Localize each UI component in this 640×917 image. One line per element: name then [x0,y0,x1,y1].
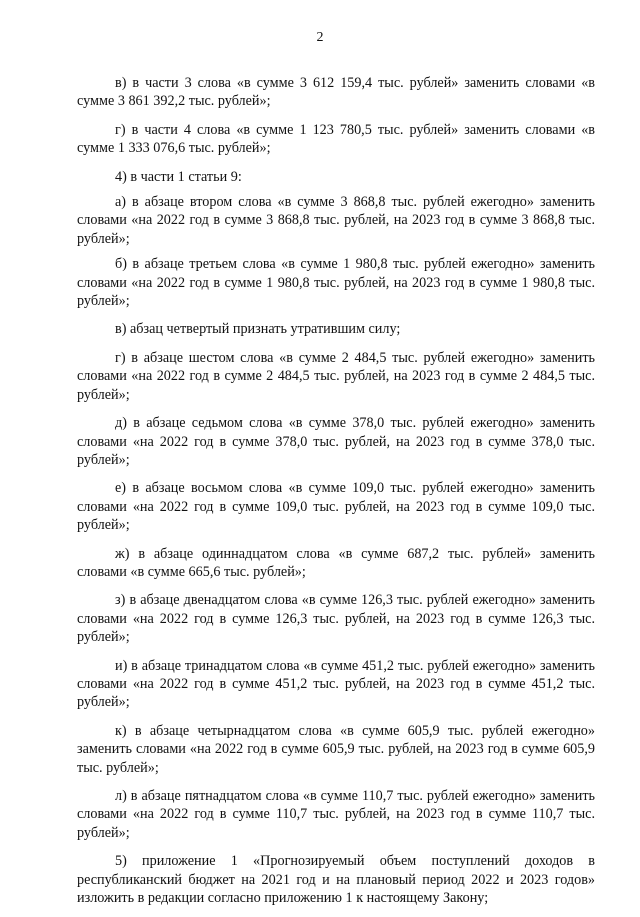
page-number: 2 [316,30,324,45]
paragraph-item-e: е) в абзаце восьмом слова «в сумме 109,0 тыс. рублей ежегодно» заменить словами «на 2022 год в сумме 109,0 тыс. рублей, на 2023 год в сумме 109,0 тыс. рублей»; [77,480,595,534]
paragraph-item-l: л) в абзаце пятнадцатом слова «в сумме 110,7 тыс. рублей ежегодно» заменить словами «на 2022 год в сумме 110,7 тыс. рублей, на 2023 год в сумме 110,7 тыс. рублей»; [77,788,595,841]
paragraph-item-d: д) в абзаце седьмом слова «в сумме 378,0 тыс. рублей ежегодно» заменить словами «на 2022 год в сумме 378,0 тыс. рублей, на 2023 год в сумме 378,0 тыс. рублей»; [77,415,595,468]
paragraph-article-9-heading: 4) в части 1 статьи 9: [115,168,242,185]
paragraph-amend-part-4: г) в части 4 слова «в сумме 1 123 780,5 тыс. рублей» заменить словами «в сумме 1 333 076,6 тыс. рублей»; [77,121,595,157]
paragraph-item-k: к) в абзаце четырнадцатом слова «в сумме 605,9 тыс. рублей ежегодно» заменить словами «на 2022 год в сумме 605,9 тыс. рублей, на 2023 год в сумме 605,9 тыс. рублей»; [77,722,595,776]
document-body [77,74,595,917]
paragraph-item-g: г) в абзаце шестом слова «в сумме 2 484,5 тыс. рублей ежегодно» заменить словами «на 2022 год в сумме 2 484,5 тыс. рублей, на 2023 год в сумме 2 484,5 тыс. рублей»; [77,349,595,403]
paragraph-item-z: з) в абзаце двенадцатом слова «в сумме 126,3 тыс. рублей ежегодно» заменить словами «на 2022 год в сумме 126,3 тыс. рублей, на 2023 год в сумме 126,3 тыс. рублей»; [77,592,595,646]
paragraph-item-v: в) абзац четвертый признать утратившим силу; [115,321,401,338]
paragraph-amend-part-3: в) в части 3 слова «в сумме 3 612 159,4 тыс. рублей» заменить словами «в сумме 3 861 392,2 тыс. рублей»; [77,75,595,110]
paragraph-item-b: б) в абзаце третьем слова «в сумме 1 980,8 тыс. рублей ежегодно» заменить словами «на 2022 год в сумме 1 980,8 тыс. рублей, на 2023 год в сумме 1 980,8 тыс. рублей»; [77,256,595,310]
paragraph-item-zh: ж) в абзаце одиннадцатом слова «в сумме 687,2 тыс. рублей» заменить словами «в сумме 665,6 тыс. рублей»; [77,545,595,580]
paragraph-item-i: и) в абзаце тринадцатом слова «в сумме 451,2 тыс. рублей ежегодно» заменить словами «на 2022 год в сумме 451,2 тыс. рублей, на 2023 год в сумме 451,2 тыс. рублей»; [77,657,595,711]
paragraph-appendix-1: 5) приложение 1 «Прогнозируемый объем поступлений доходов в республиканский бюджет на 2021 год и на плановый период 2022 и 2023 годов» изложить в редакции согласно приложению 1 к настоящему Закону; [77,853,595,907]
paragraph-item-a: а) в абзаце втором слова «в сумме 3 868,8 тыс. рублей ежегодно» заменить словами «на 2022 год в сумме 3 868,8 тыс. рублей, на 2023 год в сумме 3 868,8 тыс. рублей»; [77,194,595,247]
